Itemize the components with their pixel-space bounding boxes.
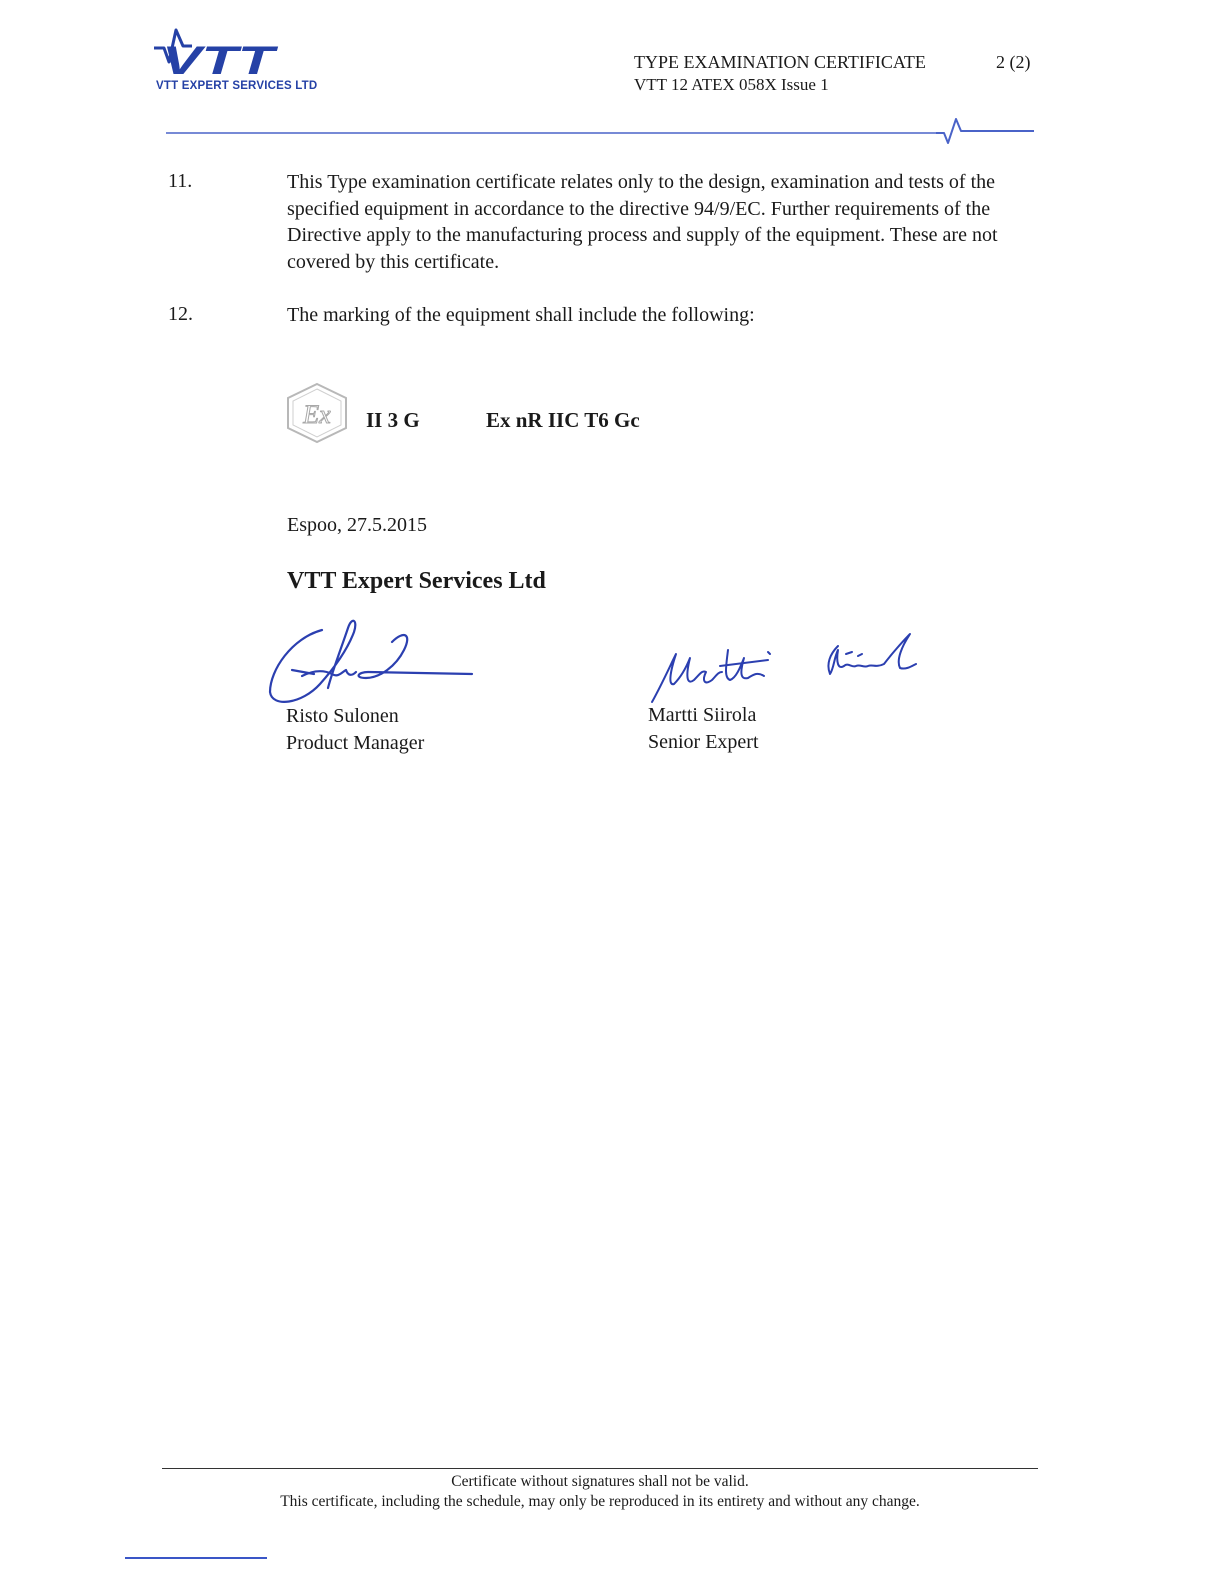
logo-text: VTT xyxy=(162,39,280,78)
ex-hexagon-icon xyxy=(284,382,350,444)
signer-name: Risto Sulonen xyxy=(286,705,399,727)
issuer-name: VTT Expert Services Ltd xyxy=(287,568,546,594)
certificate-number: VTT 12 ATEX 058X Issue 1 xyxy=(634,75,829,94)
item-number: 12. xyxy=(168,303,193,325)
signer-title: Senior Expert xyxy=(648,730,759,753)
signer-block xyxy=(286,703,424,756)
footer-divider xyxy=(162,1468,1038,1469)
certificate-title: TYPE EXAMINATION CERTIFICATE xyxy=(634,52,926,72)
footer-validity-note: Certificate without signatures shall not be valid. xyxy=(451,1473,749,1490)
protection-marking: Ex nR IIC T6 Gc xyxy=(486,408,640,432)
signature-image xyxy=(640,628,930,708)
signer-block xyxy=(648,702,759,755)
equipment-group-marking: II 3 G xyxy=(366,408,420,432)
place-and-date: Espoo, 27.5.2015 xyxy=(287,514,427,536)
page-bottom-line xyxy=(125,1557,267,1559)
company-name: VTT EXPERT SERVICES LTD xyxy=(156,80,318,92)
signer-title: Product Manager xyxy=(286,731,425,754)
footer-reproduction-note: This certificate, including the schedule, may only be reproduced in its entirety and without any change. xyxy=(280,1493,920,1510)
item-text: The marking of the equipment shall include the following: xyxy=(287,304,755,326)
vtt-logo-icon xyxy=(152,26,282,78)
page-number: 2 (2) xyxy=(996,52,1031,72)
item-text: This Type examination certificate relates only to the design, examination and tests of the specified equipment in accordance to the directive 94/9/EC. Further requirements of the Directive apply to the manufacturing process and supply of the equipment. These are not covered by this certificate. xyxy=(287,171,998,273)
header-divider xyxy=(166,113,1036,147)
item-number: 11. xyxy=(168,170,193,192)
signer-name: Martti Siirola xyxy=(648,704,757,726)
signature-image xyxy=(262,612,482,712)
ex-symbol-text: Ex xyxy=(303,400,331,429)
